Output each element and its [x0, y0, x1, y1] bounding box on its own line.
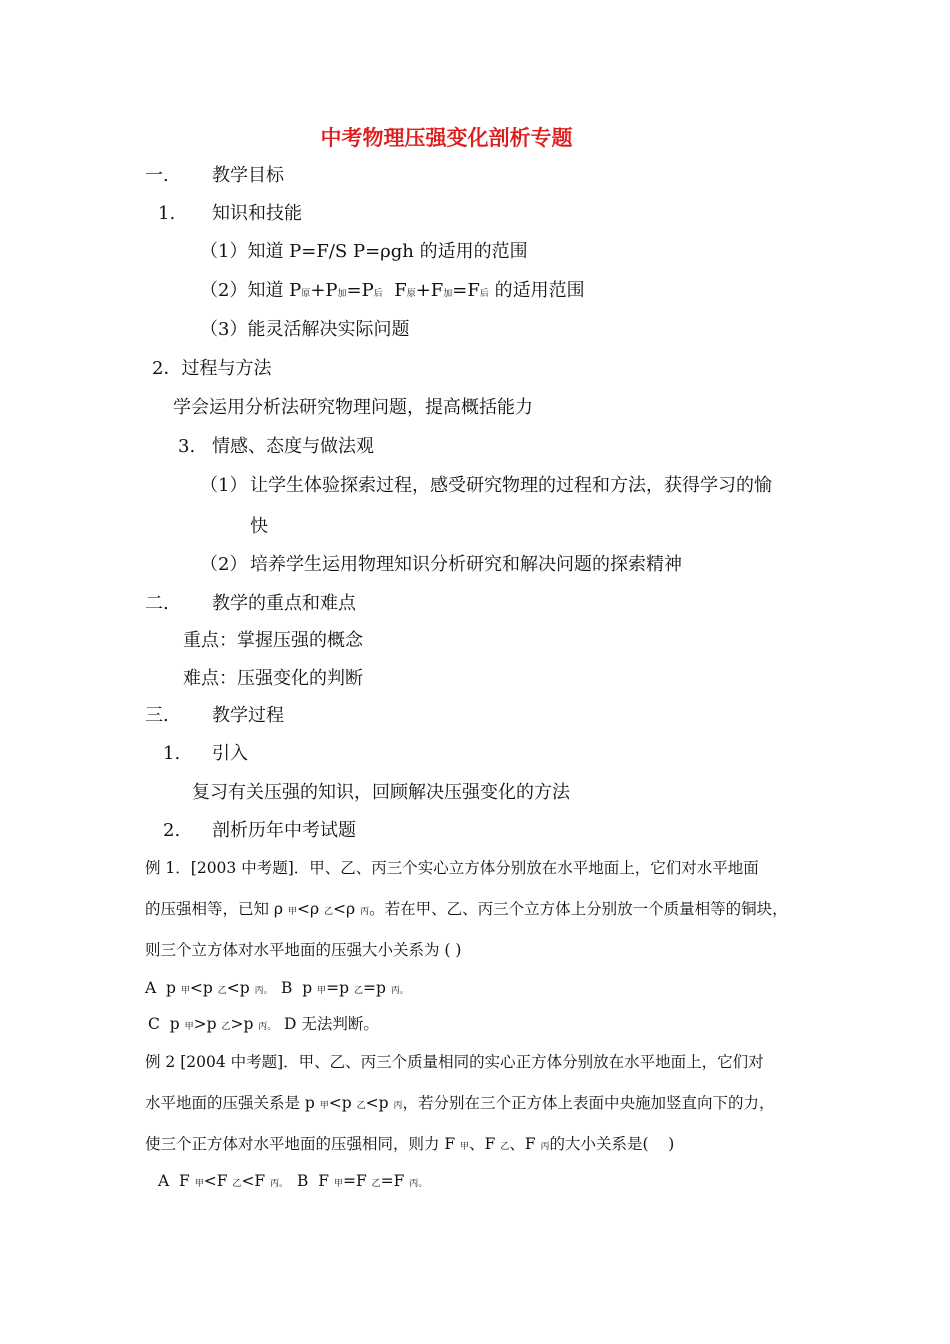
subsection-3-2-heading: 剖析历年中考试题	[212, 820, 356, 841]
objective-item-1: （1）知道 P=F/S P=ρgh 的适用的范围	[200, 241, 528, 262]
subsection-3-1-heading: 引入	[212, 743, 248, 764]
page-title: 中考物理压强变化剖析专题	[320, 125, 573, 150]
example-2-line-2: 水平地面的压强关系是 p 甲<p 乙<p 丙，若分别在三个正方体上表面中央施加竖直向下的力，	[145, 1094, 775, 1112]
objective-item-3: （3）能灵活解决实际问题	[200, 319, 410, 340]
section-2-number: 二.	[145, 593, 169, 614]
attitude-item-1-number: （1）	[200, 475, 248, 496]
subsection-1-3-heading: 情感、态度与做法观	[212, 436, 374, 457]
attitude-item-2-number: （2）	[200, 554, 248, 575]
example-2-option-b: B F 甲=F 乙=F 丙。	[297, 1172, 428, 1190]
section-1-number: 一.	[145, 165, 169, 186]
example-1-line-3: 则三个立方体对水平地面的压强大小关系为 ( )	[145, 941, 462, 959]
attitude-item-1-text-cont: 快	[250, 516, 268, 537]
section-2-heading: 教学的重点和难点	[212, 593, 356, 614]
difficult-point: 难点：压强变化的判断	[183, 668, 363, 689]
subsection-3-1-number: 1.	[163, 743, 181, 764]
subsection-1-2-heading: 2．过程与方法	[152, 358, 272, 379]
section-1-heading: 教学目标	[212, 165, 284, 186]
subsection-1-1-heading: 知识和技能	[212, 203, 302, 224]
attitude-item-2-text: 培养学生运用物理知识分析研究和解决问题的探索精神	[250, 554, 682, 575]
key-point: 重点：掌握压强的概念	[183, 630, 363, 651]
example-2-line-3: 使三个正方体对水平地面的压强相同，则力 F 甲、F 乙、F 丙的大小关系是( )	[145, 1135, 675, 1153]
section-3-heading: 教学过程	[212, 705, 284, 726]
example-1-option-a: A p 甲<p 乙<p 丙。	[145, 979, 273, 997]
example-1-option-c: C p 甲>p 乙>p 丙。	[148, 1015, 277, 1033]
objective-item-2: （2）知道 P原+P加=P后 F原+F加=F后 的适用范围	[200, 280, 585, 301]
example-2-line-1: 例 2 [2004 中考题]．甲、乙、丙三个质量相同的实心正方体分别放在水平地面上，它们对	[145, 1053, 764, 1071]
subsection-1-1-number: 1.	[158, 203, 176, 224]
example-1-option-d: D 无法判断。	[284, 1015, 379, 1033]
subsection-1-2-text: 学会运用分析法研究物理问题，提高概括能力	[173, 397, 533, 418]
subsection-1-3-number: 3.	[178, 436, 196, 457]
example-1-line-2: 的压强相等，已知 ρ 甲<ρ 乙<ρ 丙。若在甲、乙、丙三个立方体上分别放一个质量相等的铜块，	[145, 900, 788, 918]
attitude-item-1-text: 让学生体验探索过程，感受研究物理的过程和方法，获得学习的愉	[250, 475, 772, 496]
example-1-line-1: 例 1．[2003 中考题]．甲、乙、丙三个实心立方体分别放在水平地面上，它们对水平地面	[145, 859, 759, 877]
subsection-3-2-number: 2.	[163, 820, 181, 841]
example-2-option-a: A F 甲<F 乙<F 丙。	[158, 1172, 289, 1190]
subsection-3-1-text: 复习有关压强的知识，回顾解决压强变化的方法	[192, 782, 570, 803]
section-3-number: 三.	[145, 705, 169, 726]
example-1-option-b: B p 甲=p 乙=p 丙。	[281, 979, 409, 997]
